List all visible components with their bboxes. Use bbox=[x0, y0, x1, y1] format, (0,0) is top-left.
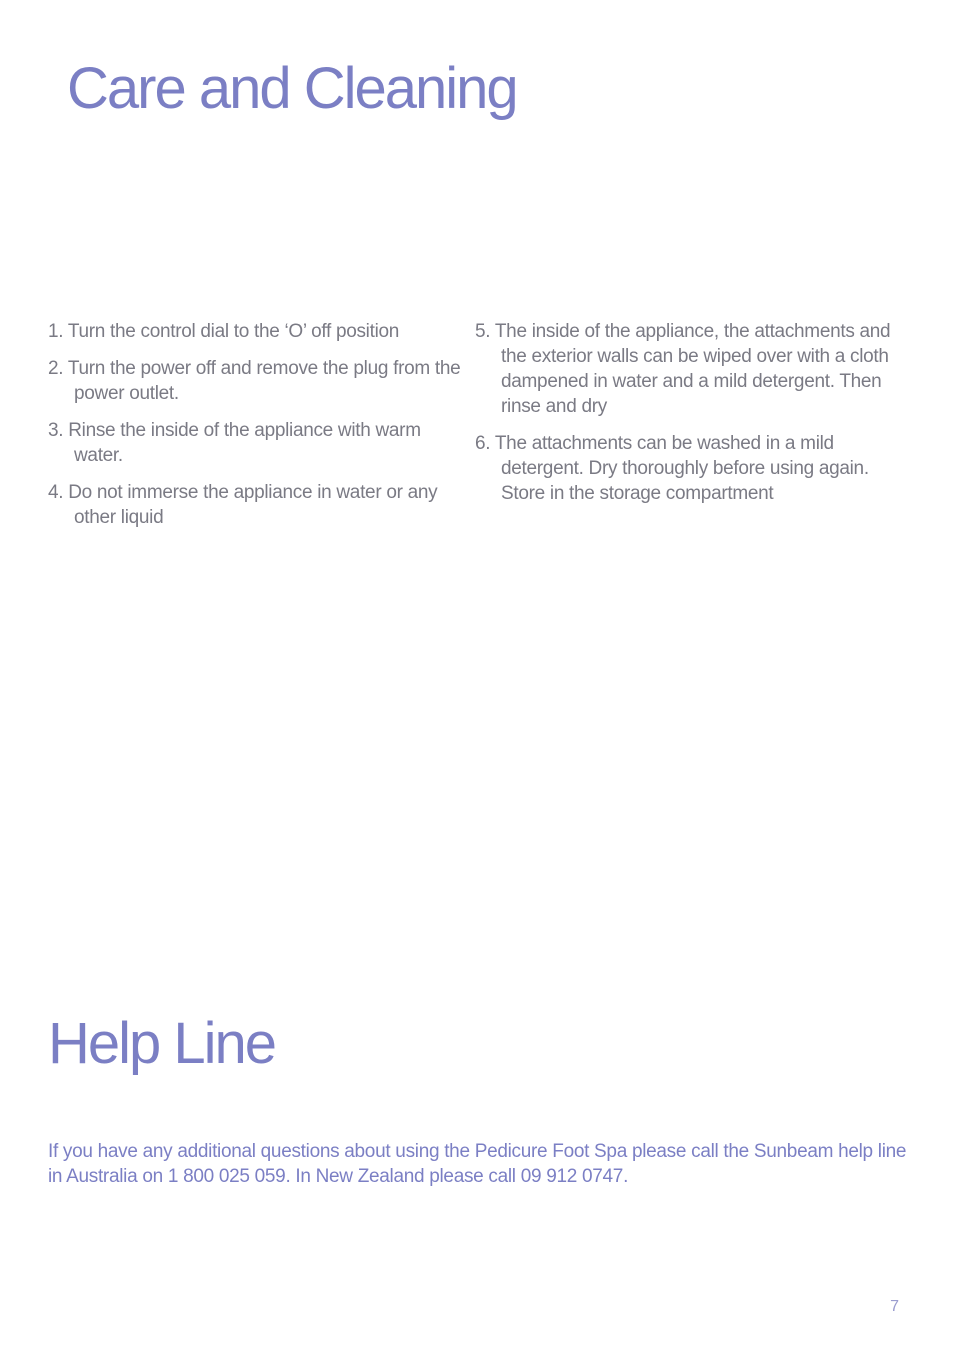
care-step-1: 1. Turn the control dial to the ‘O’ off position bbox=[48, 321, 400, 342]
page-title: Care and Cleaning bbox=[67, 56, 517, 121]
care-step-2: 2. Turn the power off and remove the plug from the power outlet. bbox=[48, 358, 461, 404]
help-line-text: If you have any additional questions about using the Pedicure Foot Spa please call the Sunbeam help line in Australia on 1 800 025 059. In New Zealand please call 09 912 0747. bbox=[48, 1141, 907, 1187]
page-number: 7 bbox=[890, 1298, 899, 1315]
care-steps-right-column bbox=[475, 319, 895, 518]
care-step-3: 3. Rinse the inside of the appliance with warm water. bbox=[48, 420, 421, 466]
care-step-6: 6. The attachments can be washed in a mild detergent. Dry thoroughly before using again. Store in the storage compartment bbox=[475, 433, 869, 504]
care-steps-left-column bbox=[48, 319, 463, 542]
care-step-5: 5. The inside of the appliance, the attachments and the exterior walls can be wiped over with a cloth dampened in water and a mild detergent. Then rinse and dry bbox=[475, 321, 891, 417]
care-step-4: 4. Do not immerse the appliance in water or any other liquid bbox=[48, 482, 438, 528]
help-line-title: Help Line bbox=[48, 1011, 276, 1076]
